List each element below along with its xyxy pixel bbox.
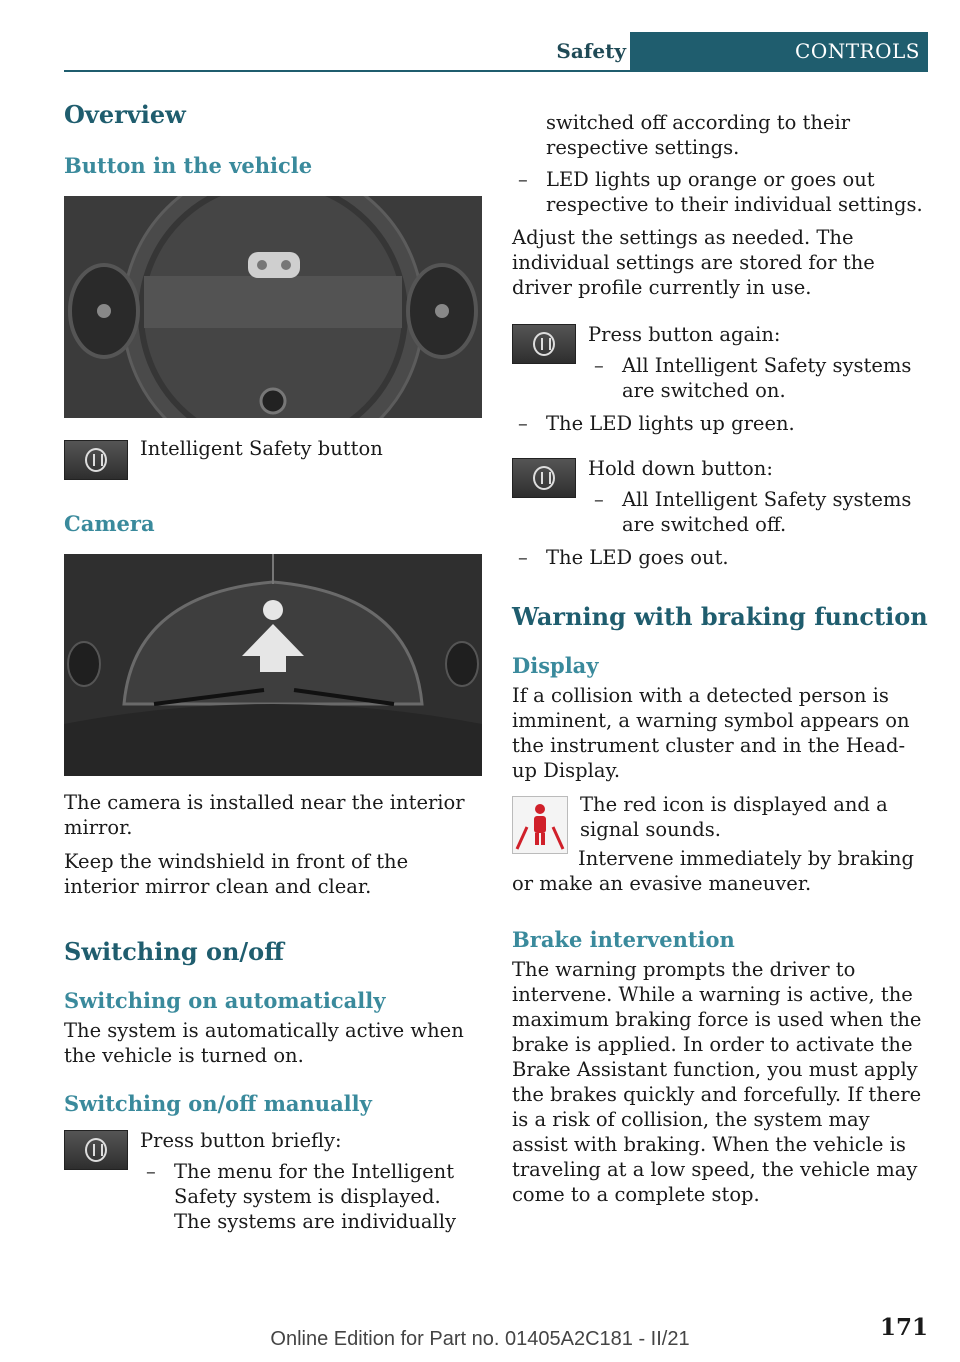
pedestrian-warning-icon bbox=[512, 796, 568, 854]
camera-photo bbox=[64, 554, 482, 776]
heading-display: Display bbox=[512, 653, 599, 678]
heading-camera: Camera bbox=[64, 511, 155, 536]
heading-switching: Switching on/off bbox=[64, 937, 284, 966]
windshield-illustration bbox=[64, 554, 482, 776]
adjust-settings-text: Adjust the settings as needed. The individual settings are stored for the driver profile currently in use. bbox=[512, 226, 875, 299]
switch-auto-text: The system is automatically active when the vehicle is turned on. bbox=[64, 1019, 464, 1067]
press-again-row bbox=[512, 322, 930, 411]
intervene-text: Intervene immediately by braking or make an evasive maneuver. bbox=[512, 847, 914, 895]
press-briefly-row bbox=[64, 1128, 482, 1242]
button-caption: Intelligent Safety button bbox=[140, 437, 383, 460]
camera-clean-text: Keep the windshield in front of the interior mirror clean and clear. bbox=[64, 850, 409, 898]
display-text: If a collision with a detected person is imminent, a warning symbol appears on the instrument cluster and in the Head-up Display. bbox=[512, 684, 910, 782]
press-again-text: Press button again: bbox=[588, 323, 781, 346]
led-green-list bbox=[512, 411, 930, 436]
header-chapter: CONTROLS bbox=[630, 32, 928, 70]
intelligent-safety-button-icon bbox=[64, 440, 128, 480]
dashboard-photo bbox=[64, 196, 482, 418]
heading-brake: Brake intervention bbox=[512, 927, 735, 952]
header-rule bbox=[64, 70, 928, 72]
header-section: Safety bbox=[556, 39, 626, 63]
red-icon-text: The red icon is displayed and a signal sounds. bbox=[580, 793, 888, 841]
brake-text: The warning prompts the driver to intervene. While a warning is active, the maximum braking force is used when the brake is applied. In order to activate the Brake Assistant function, you must apply the brakes quickly and forcefully. If there is a risk of collision, the system may assist with braking. When the vehicle is traveling at a low speed, the vehicle may come to a complete stop. bbox=[512, 958, 922, 1206]
intelligent-safety-button-icon bbox=[512, 324, 576, 364]
press-briefly-list bbox=[140, 1159, 482, 1234]
right-column bbox=[512, 110, 930, 1216]
intelligent-safety-button-icon bbox=[512, 458, 576, 498]
dashboard-illustration bbox=[64, 196, 482, 418]
button-caption-row bbox=[64, 438, 482, 480]
continued-text: switched off according to their respective settings. bbox=[546, 111, 851, 159]
press-again-list bbox=[588, 353, 930, 403]
heading-switch-auto: Switching on automatically bbox=[64, 988, 386, 1013]
list-item: – The LED goes out. bbox=[512, 545, 930, 570]
camera-location-text: The camera is installed near the interior mirror. bbox=[64, 791, 465, 839]
led-out-list bbox=[512, 545, 930, 570]
heading-switch-manual: Switching on/off manually bbox=[64, 1091, 372, 1116]
hold-down-text: Hold down button: bbox=[588, 457, 773, 480]
led-list bbox=[512, 167, 930, 217]
list-item: – All Intelligent Safety systems are switched on. bbox=[588, 353, 930, 403]
page-number: 171 bbox=[879, 1314, 928, 1341]
list-item: – The menu for the Intelligent Safety system is displayed. The systems are individually bbox=[140, 1159, 482, 1234]
intelligent-safety-button-icon bbox=[64, 1130, 128, 1170]
hold-down-list bbox=[588, 487, 930, 537]
heading-warning: Warning with braking function bbox=[512, 602, 928, 631]
hold-down-row bbox=[512, 456, 930, 545]
left-column bbox=[64, 100, 482, 1242]
red-icon-row bbox=[512, 792, 930, 854]
list-item: – The LED lights up green. bbox=[512, 411, 930, 436]
list-item: – LED lights up orange or goes out respective to their individual settings. bbox=[512, 167, 930, 217]
press-briefly-text: Press button briefly: bbox=[140, 1129, 342, 1152]
list-item: – All Intelligent Safety systems are switched off. bbox=[588, 487, 930, 537]
heading-button-in-vehicle: Button in the vehicle bbox=[64, 153, 313, 178]
footer-edition: Online Edition for Part no. 01405A2C181 - II/21 bbox=[270, 1328, 690, 1350]
heading-overview: Overview bbox=[64, 100, 186, 129]
